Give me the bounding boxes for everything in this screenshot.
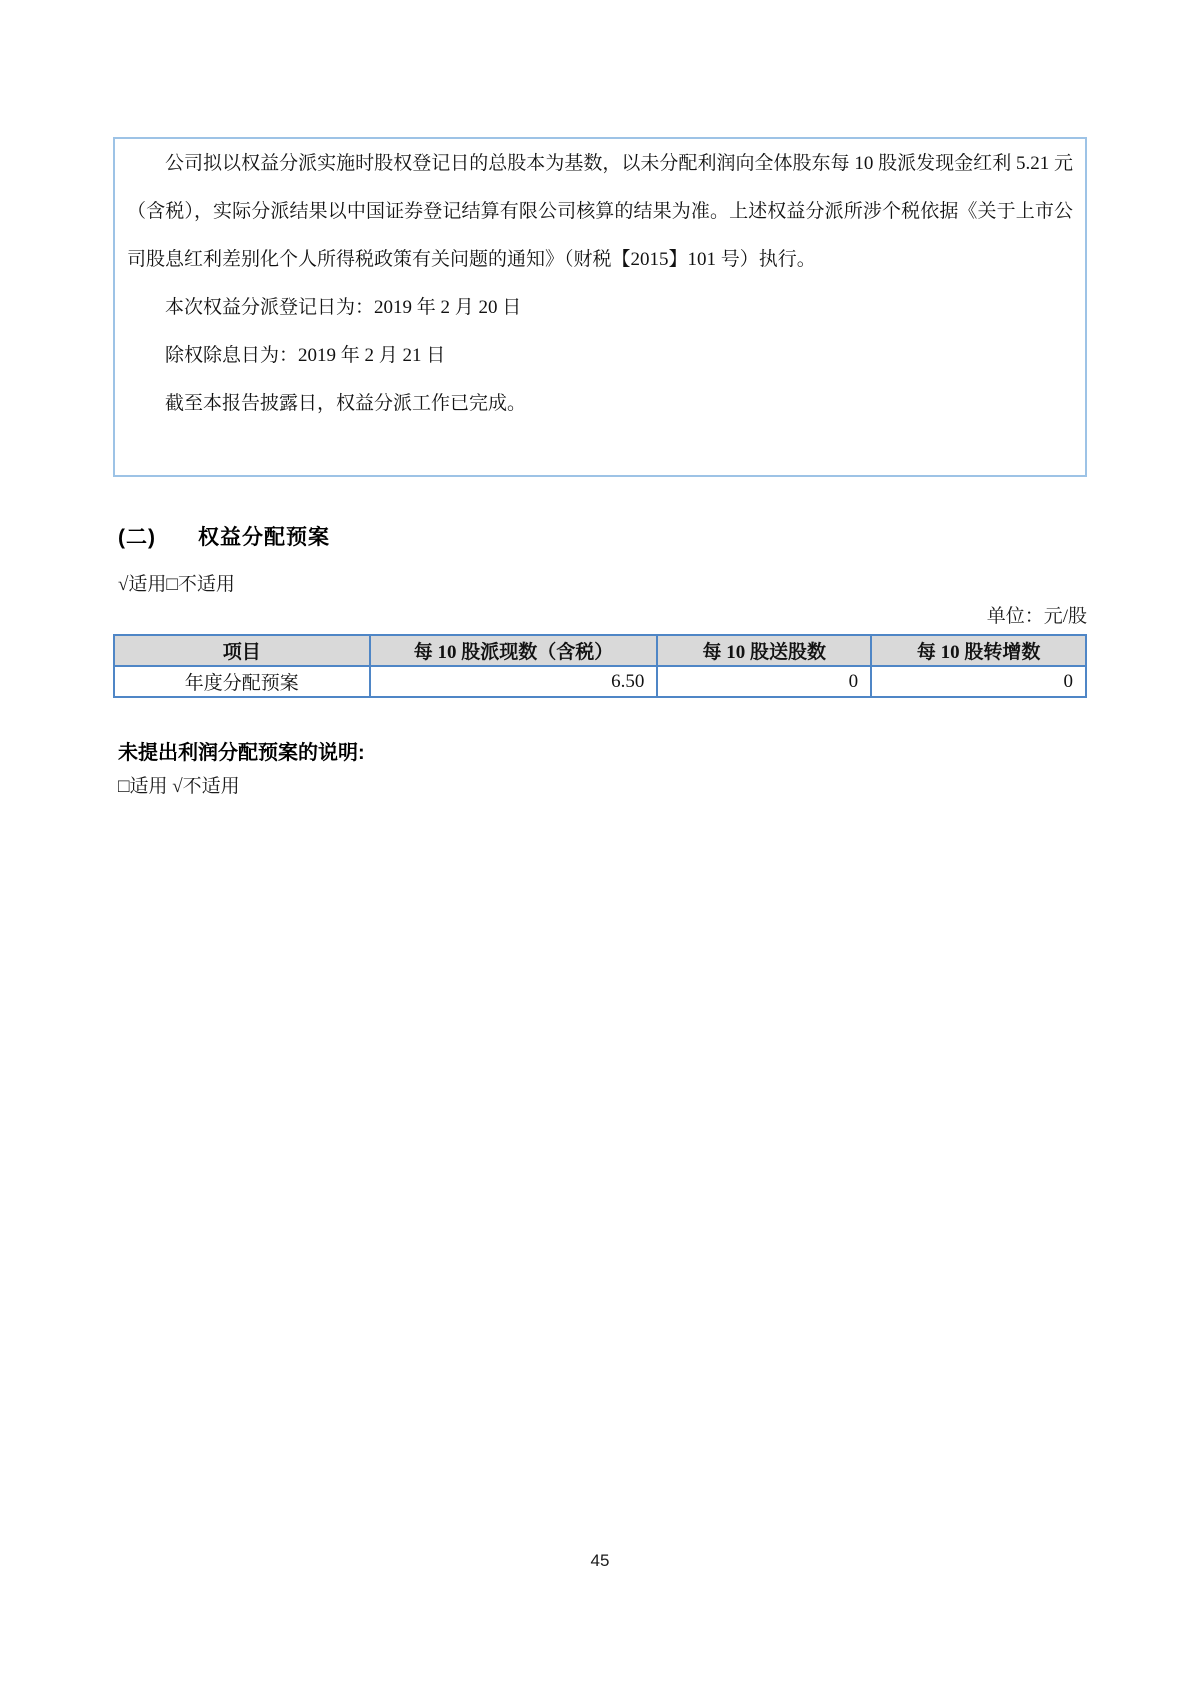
header-bonus-shares-per-10: 每 10 股送股数 (657, 635, 871, 666)
line-completion-status: 截至本报告披露日，权益分派工作已完成。 (165, 393, 527, 414)
paragraph-dividend-plan: 公司拟以权益分派实施时股权登记日的总股本为基数，以未分配利润向全体股东每 10 股派发现金红利 5.21 元（含税），实际分派结果以中国证券登记结算有限公司核算的结果为准。上述权益分派所涉个税依据《关于上市公司股息红利差别化个人所得税政策有关问题的通知》（财税【2015】101 号）执行。 (127, 153, 1073, 270)
line-ex-dividend-date: 除权除息日为：2019 年 2 月 21 日 (165, 345, 446, 366)
applicability-statement-plan: √适用□不适用 (118, 574, 235, 595)
section-heading (118, 521, 330, 551)
header-item: 项目 (114, 635, 370, 666)
header-conversion-per-10: 每 10 股转增数 (871, 635, 1086, 666)
table-row (114, 666, 1086, 697)
applicability-statement-note: □适用 √不适用 (118, 776, 240, 797)
section-number: (二) (118, 526, 156, 549)
section-title: 权益分配预案 (198, 526, 330, 549)
cell-bonus-value: 0 (657, 666, 871, 697)
line-record-date: 本次权益分派登记日为：2019 年 2 月 20 日 (165, 297, 522, 318)
cell-conversion-value: 0 (871, 666, 1086, 697)
page-number: 45 (590, 1551, 610, 1570)
unit-label: 单位：元/股 (986, 606, 1087, 627)
cell-row-label: 年度分配预案 (114, 666, 370, 697)
dividend-implementation-box (113, 137, 1087, 477)
cell-cash-value: 6.50 (370, 666, 658, 697)
dividend-proposal-table (113, 634, 1087, 698)
note-title: 未提出利润分配预案的说明: (118, 742, 365, 764)
header-cash-per-10-shares: 每 10 股派现数（含税） (370, 635, 658, 666)
table-header-row (114, 635, 1086, 666)
